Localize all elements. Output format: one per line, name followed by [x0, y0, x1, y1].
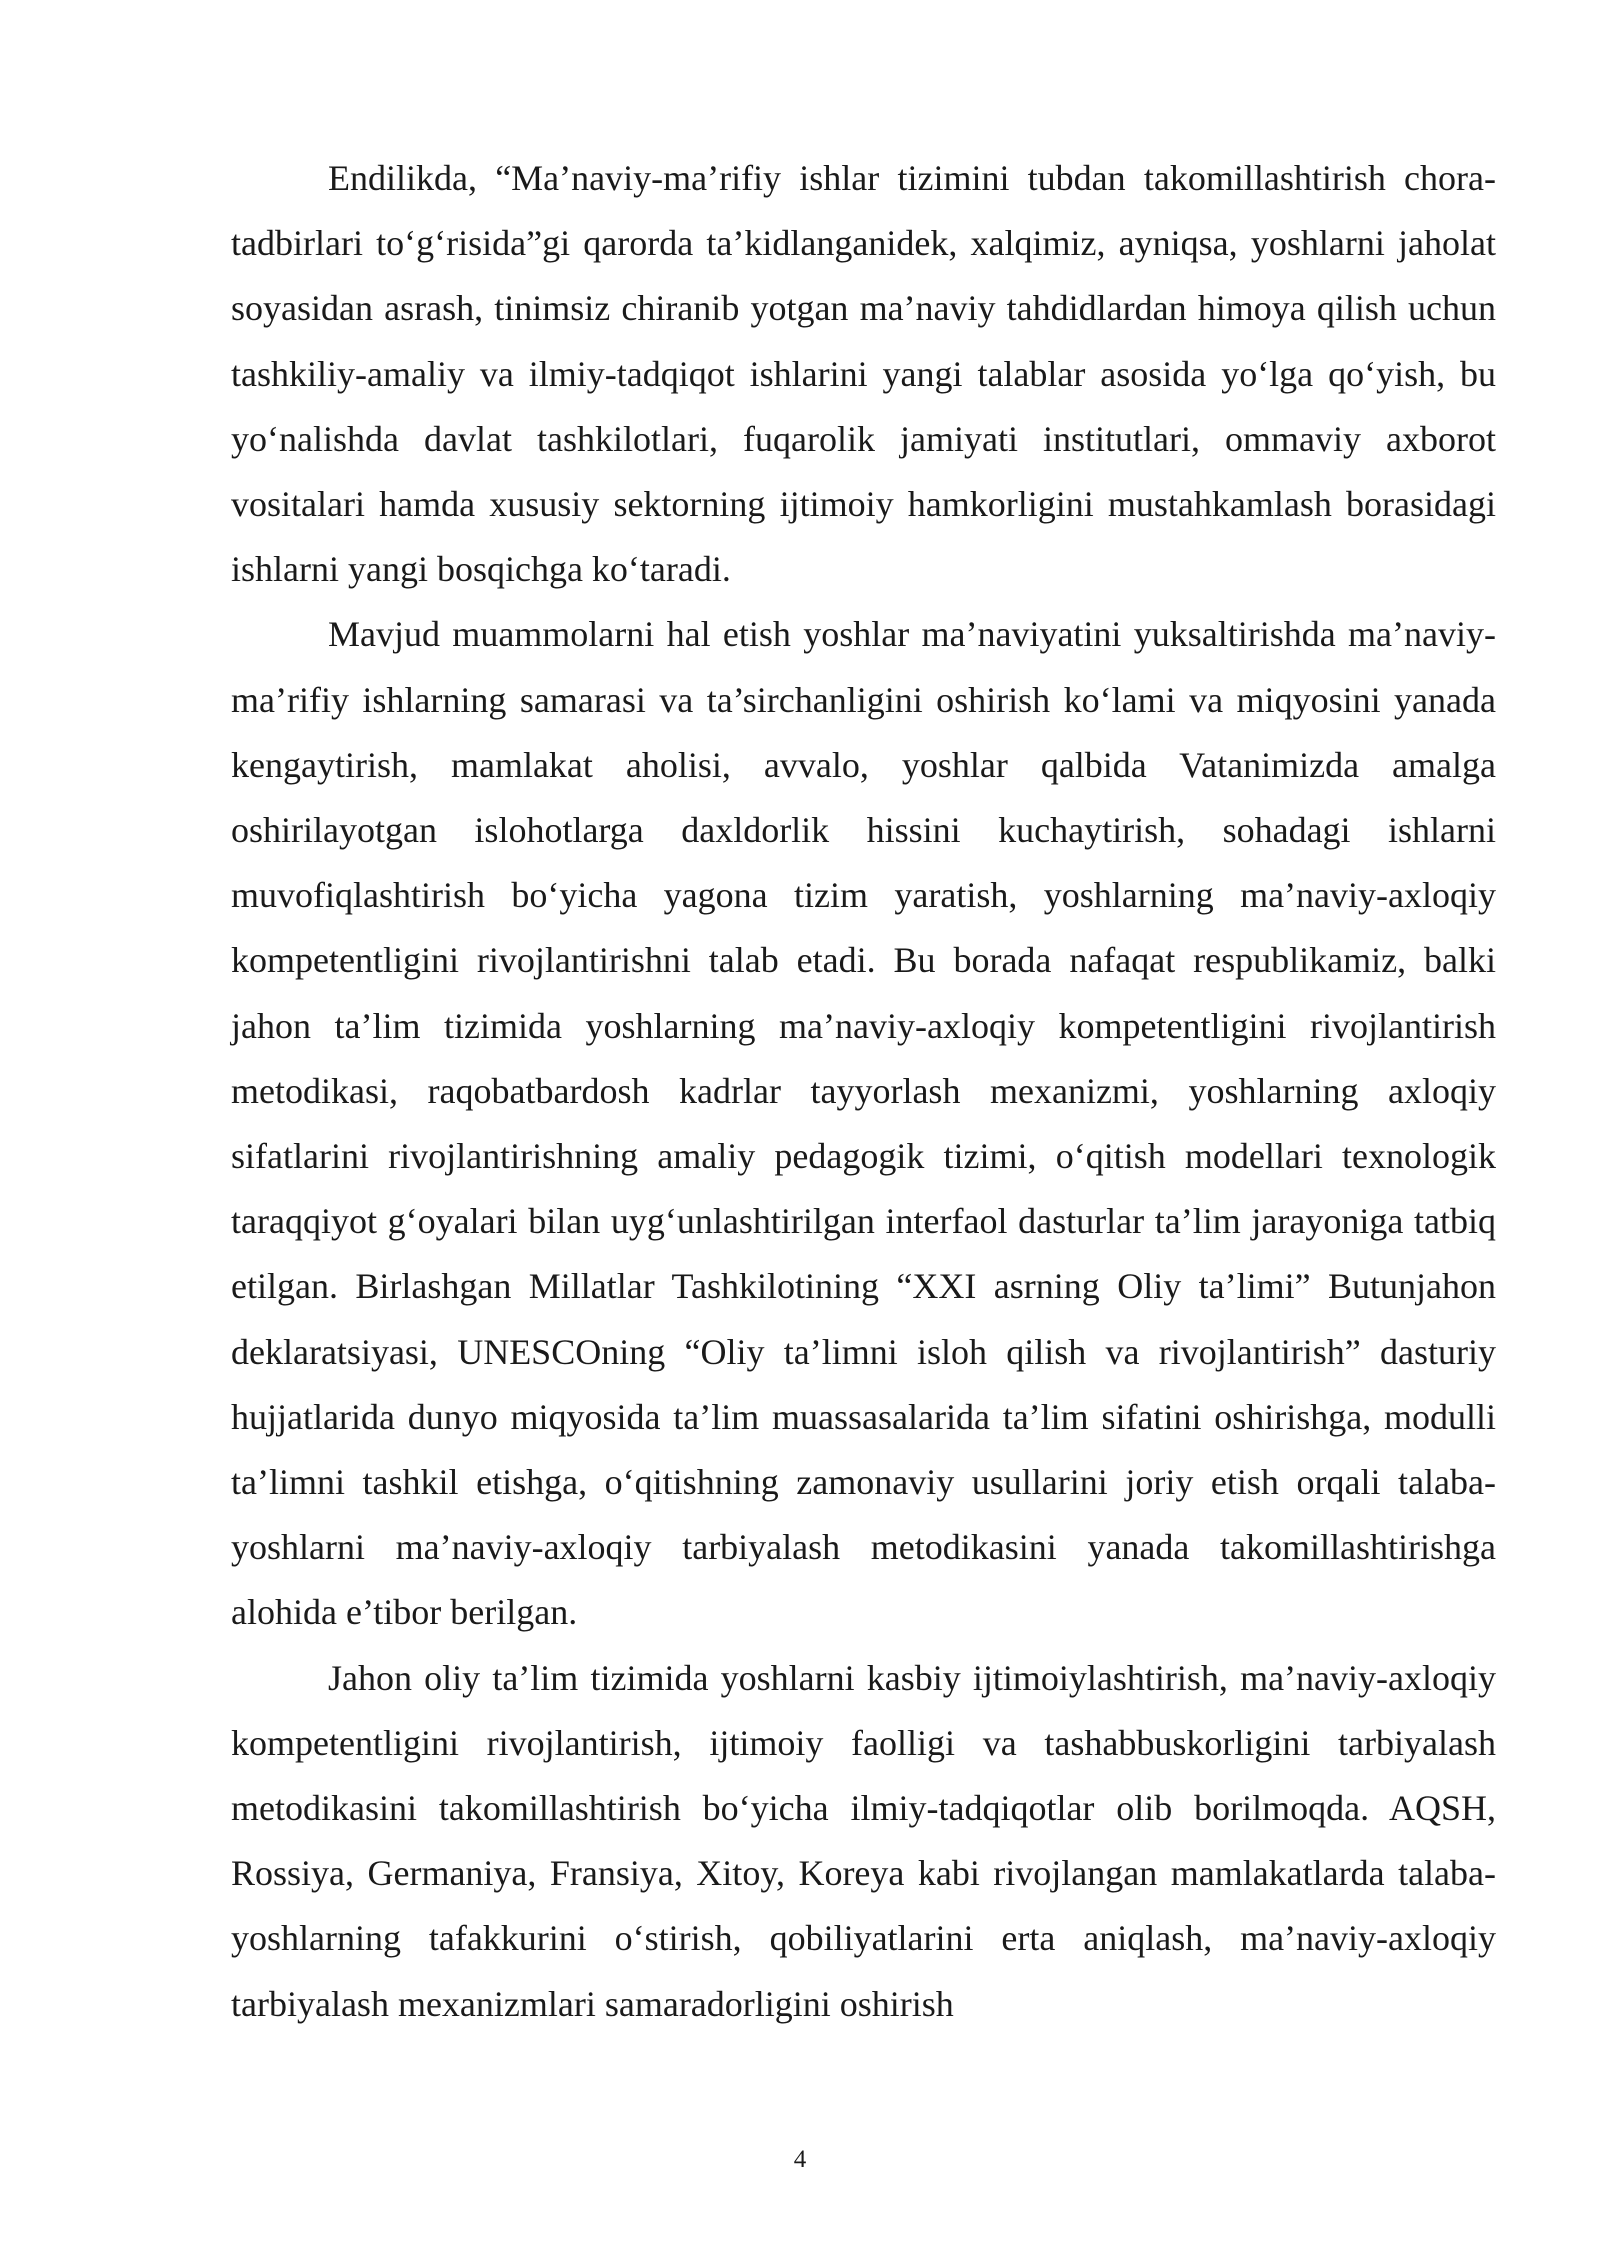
paragraph-1: Endilikda, “Ma’naviy-ma’rifiy ishlar tizimini tubdan takomillashtirish chora-tadbirlari to‘g‘risida”gi qarorda ta’kidlanganidek, xalqimiz, ayniqsa, yoshlarni jaholat soyasidan asrash, tinimsiz chiranib yotgan ma’naviy tahdidlardan himoya qilish uchun tashkiliy-amaliy va ilmiy-tadqiqot ishlarini yangi talablar asosida yo‘lga qo‘yish, bu yo‘nalishda davlat tashkilotlari, fuqarolik jamiyati institutlari, ommaviy axborot vositalari hamda xususiy sektorning ijtimoiy hamkorligini mustahkamlash borasidagi ishlarni yangi bosqichga ko‘taradi. [231, 158, 1496, 590]
document-body [231, 146, 1496, 2037]
paragraph-2: Mavjud muammolarni hal etish yoshlar ma’naviyatini yuksaltirishda ma’naviy-ma’rifiy ishlarning samarasi va ta’sirchanligini oshirish ko‘lami va miqyosini yanada kengaytirish, mamlakat aholisi, avvalo, yoshlar qalbida Vatanimizda amalga oshirilayotgan islohotlarga daxldorlik hissini kuchaytirish, sohadagi ishlarni muvofiqlashtirish bo‘yicha yagona tizim yaratish, yoshlarning ma’naviy-axloqiy kompetentligini rivojlantirishni talab etadi. Bu borada nafaqat respublikamiz, balki jahon ta’lim tizimida yoshlarning ma’naviy-axloqiy kompetentligini rivojlantirish metodikasi, raqobatbardosh kadrlar tayyorlash mexanizmi, yoshlarning axloqiy sifatlarini rivojlantirishning amaliy pedagogik tizimi, o‘qitish modellari texnologik taraqqiyot g‘oyalari bilan uyg‘unlashtirilgan interfaol dasturlar ta’lim jarayoniga tatbiq etilgan. Birlashgan Millatlar Tashkilotining “XXI asrning Oliy ta’limi” Butunjahon deklaratsiyasi, UNESCOning “Oliy ta’limni isloh qilish va rivojlantirish” dasturiy hujjatlarida dunyo miqyosida ta’lim muassasalarida ta’lim sifatini oshirishga, modulli ta’limni tashkil etishga, o‘qitishning zamonaviy usullarini joriy etish orqali talaba-yoshlarni ma’naviy-axloqiy tarbiyalash metodikasini yanada takomillashtirishga alohida e’tibor berilgan. [231, 614, 1496, 1633]
paragraph-3: Jahon oliy ta’lim tizimida yoshlarni kasbiy ijtimoiylashtirish, ma’naviy-axloqiy kompetentligini rivojlantirish, ijtimoiy faolligi va tashabbuskorligini tarbiyalash metodikasini takomillashtirish bo‘yicha ilmiy-tadqiqotlar olib borilmoqda. AQSH, Rossiya, Germaniya, Fransiya, Xitoy, Koreya kabi rivojlangan mamlakatlarda talaba-yoshlarning tafakkurini o‘stirish, qobiliyatlarini erta aniqlash, ma’naviy-axloqiy tarbiyalash mexanizmlari samaradorligini oshirish [231, 1657, 1496, 2024]
page-number: 4 [793, 2146, 807, 2173]
